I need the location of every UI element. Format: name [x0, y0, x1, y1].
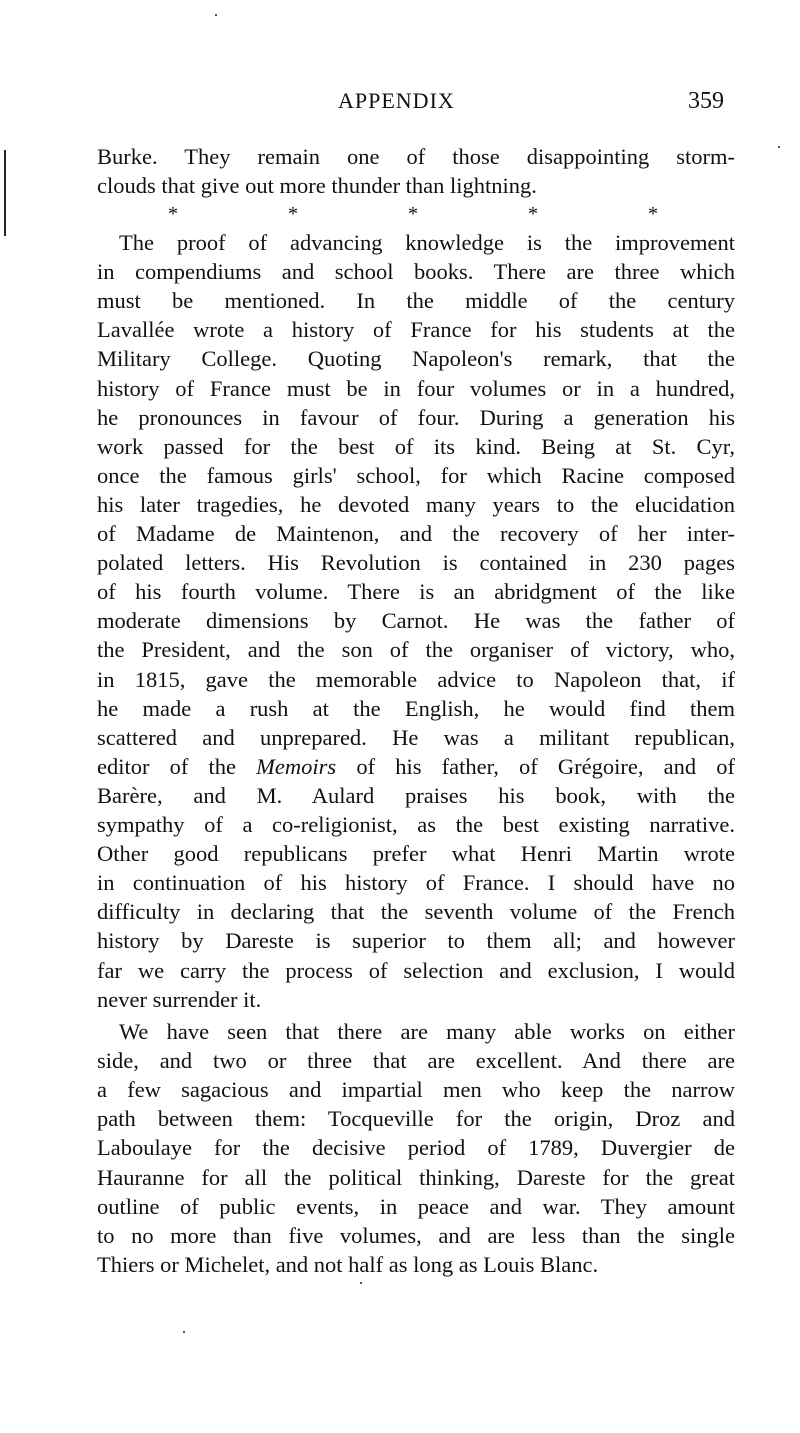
- text-line: must be mentioned. In the middle of the century: [97, 288, 735, 314]
- scan-speck: [215, 14, 217, 16]
- text-line: in continuation of his history of France. I should have no: [97, 870, 735, 896]
- text-line: Hauranne for all the political thinking, Dareste for the great: [97, 1164, 735, 1190]
- asterisk: *: [168, 203, 178, 225]
- text-line: never surrender it.: [97, 986, 262, 1012]
- text-line: work passed for the best of its kind. Being at St. Cyr,: [97, 433, 735, 459]
- text-line: outline of public events, in peace and war. They amount: [97, 1193, 735, 1219]
- text-line: sympathy of a co-religionist, as the best existing narrative.: [97, 812, 735, 837]
- text-line: The proof of advancing knowledge is the improvement: [119, 230, 735, 255]
- text-line: once the famous girls' school, for which Racine composed: [97, 462, 735, 488]
- text-line: Other good republicans prefer what Henri Martin wrote: [97, 841, 735, 867]
- text-line: to no more than five volumes, and are less than the single: [97, 1222, 735, 1248]
- text-line: Military College. Quoting Napoleon's remark, that the: [97, 346, 735, 372]
- text-line: moderate dimensions by Carnot. He was the father of: [97, 608, 735, 634]
- text-line: path between them: Tocqueville for the origin, Droz and: [97, 1106, 735, 1132]
- scan-speck: [360, 1282, 362, 1284]
- asterisk: *: [288, 203, 298, 225]
- text-line: We have seen that there are many able works on either: [119, 1019, 735, 1044]
- text-line: scattered and unprepared. He was a militant republican,: [97, 724, 735, 750]
- text-line: Lavallée wrote a history of France for his students at the: [97, 317, 735, 343]
- text-line: a few sagacious and impartial men who keep the narrow: [97, 1077, 735, 1103]
- asterisk: *: [648, 203, 658, 225]
- text-line: editor of the Memoirs of his father, of Grégoire, and of: [97, 753, 735, 779]
- text-line: far we carry the process of selection and exclusion, I would: [97, 957, 735, 983]
- text-line: in 1815, gave the memorable advice to Napoleon that, if: [97, 666, 735, 692]
- text-line: in compendiums and school books. There are three which: [97, 259, 735, 285]
- asterisk: *: [408, 203, 418, 225]
- scan-margin-mark: [4, 150, 6, 236]
- text-line: history by Dareste is superior to them all; and however: [97, 928, 735, 954]
- text-line: clouds that give out more thunder than lightning.: [97, 173, 537, 199]
- text-line: Barère, and M. Aulard praises his book, with the: [97, 782, 735, 808]
- section-separator: [168, 202, 658, 226]
- text-line: he made a rush at the English, he would find them: [97, 695, 735, 721]
- text-line: of Madame de Maintenon, and the recovery of her inter-: [97, 521, 735, 546]
- asterisk: *: [528, 203, 538, 225]
- text-line: his later tragedies, he devoted many years to the elucidation: [97, 491, 735, 517]
- page-number: 359: [688, 88, 724, 114]
- scan-speck: [183, 1331, 185, 1333]
- italic-title: Memoirs: [256, 753, 337, 779]
- text-line: Laboulaye for the decisive period of 1789, Duvergier de: [97, 1135, 735, 1161]
- running-head: APPENDIX: [338, 88, 455, 113]
- text-line: polated letters. His Revolution is contained in 230 pages: [97, 550, 735, 576]
- text-line: side, and two or three that are excellent. And there are: [97, 1048, 735, 1074]
- text-line: he pronounces in favour of four. During a generation his: [97, 404, 735, 430]
- text-line: difficulty in declaring that the seventh volume of the French: [97, 899, 735, 925]
- scan-speck: [778, 146, 780, 148]
- text-line: the President, and the son of the organiser of victory, who,: [97, 637, 735, 663]
- text-line: history of France must be in four volumes or in a hundred,: [97, 375, 735, 401]
- text-line: Burke. They remain one of those disappointing storm-: [97, 144, 735, 169]
- text-line: Thiers or Michelet, and not half as long as Louis Blanc.: [97, 1251, 599, 1277]
- text-line: of his fourth volume. There is an abridgment of the like: [97, 579, 735, 605]
